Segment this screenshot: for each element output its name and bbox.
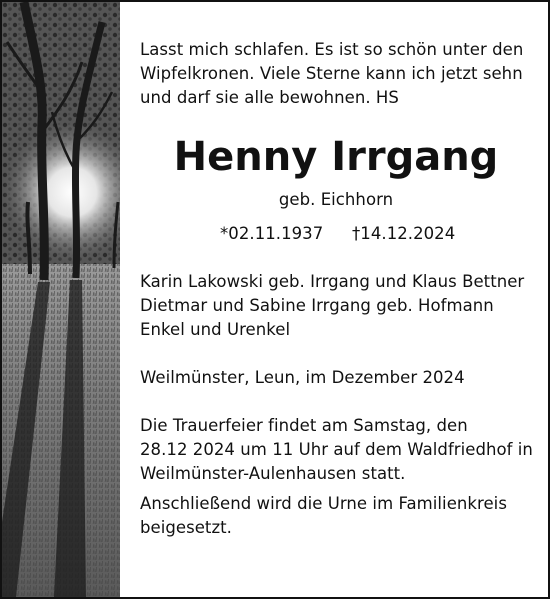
mourner-line: Karin Lakowski geb. Irrgang und Klaus Bettner — [140, 272, 525, 291]
mourner-line: Dietmar und Sabine Irrgang geb. Hofmann — [140, 296, 494, 315]
quote-line: Lasst mich schlafen. Es ist so schön unter den — [140, 40, 524, 59]
funeral-service-info — [140, 414, 532, 486]
service-line: Weilmünster-Aulenhausen statt. — [140, 464, 406, 483]
life-dates — [140, 222, 532, 246]
urn-line: Anschließend wird die Urne im Familienkreis — [140, 494, 507, 513]
mourner-line: Enkel und Urenkel — [140, 320, 291, 339]
urn-burial-info — [140, 492, 532, 540]
poem-quote — [140, 38, 532, 110]
urn-line: beigesetzt. — [140, 518, 232, 537]
birth-name: geb. Eichhorn — [278, 190, 394, 209]
notice-text — [140, 38, 532, 540]
mourners-list — [140, 270, 532, 342]
death-date: †14.12.2024 — [352, 224, 456, 243]
service-line: Die Trauerfeier findet am Samstag, den — [140, 416, 468, 435]
quote-line: Wipfelkronen. Viele Sterne kann ich jetzt sehn — [140, 64, 523, 83]
place-date: Weilmünster, Leun, im Dezember 2024 — [140, 368, 465, 387]
birth-date: *02.11.1937 — [220, 224, 324, 243]
tree-avenue-photo — [2, 2, 120, 597]
quote-line: und darf sie alle bewohnen. HS — [140, 88, 399, 107]
deceased-name: Henny Irrgang — [173, 134, 499, 180]
service-line: 28.12 2024 um 11 Uhr auf dem Waldfriedhof in — [140, 440, 533, 459]
